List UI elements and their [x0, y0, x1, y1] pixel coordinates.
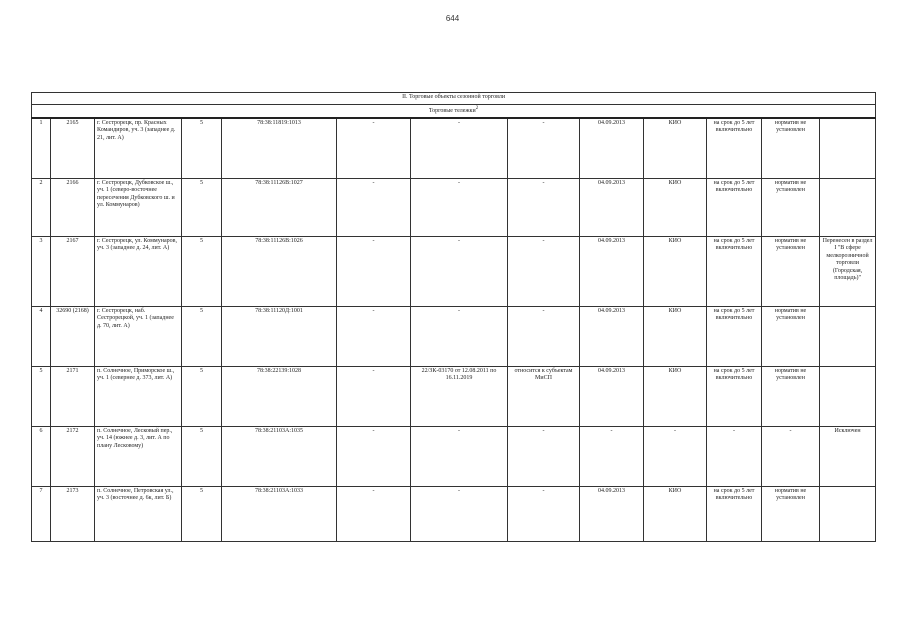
object-type: 5 [182, 178, 222, 236]
table-row [32, 366, 876, 426]
note: Перенесен в раздел I "В сфере мелкорозничной торговли (Городская, площадь)" [820, 236, 876, 306]
cadastral-number: 78:38:22139:1028 [222, 366, 337, 426]
cadastral-number: 78:38:11819:1013 [222, 118, 337, 179]
norm: норматив не установлен [762, 118, 820, 179]
contract-info: - [411, 426, 508, 486]
section-title: II. Торговые объекты сезонной торговли [32, 93, 876, 105]
object-id: 2171 [51, 366, 95, 426]
note [820, 306, 876, 366]
term: на срок до 5 лет включительно [707, 366, 762, 426]
contract-info: - [411, 306, 508, 366]
object-id: 2173 [51, 486, 95, 541]
col-5: - [337, 236, 411, 306]
table-row [32, 426, 876, 486]
table-row [32, 486, 876, 541]
inclusion-date: 04.09.2013 [580, 486, 644, 541]
col-5: - [337, 366, 411, 426]
col-5: - [337, 178, 411, 236]
norm: норматив не установлен [762, 236, 820, 306]
term: на срок до 5 лет включительно [707, 118, 762, 179]
authority: КИО [644, 236, 707, 306]
table-row [32, 178, 876, 236]
norm: норматив не установлен [762, 366, 820, 426]
object-type: 5 [182, 118, 222, 179]
col-5: - [337, 486, 411, 541]
object-id: 32690 (2168) [51, 306, 95, 366]
authority: КИО [644, 306, 707, 366]
object-address: п. Солнечное, Петровская ул., уч. 3 (восточнее д. 6к, лит. Б) [95, 486, 182, 541]
norm: норматив не установлен [762, 486, 820, 541]
note [820, 366, 876, 426]
object-type: 5 [182, 236, 222, 306]
object-address: г. Сестрорецк, ул. Коммунаров, уч. 3 (западнее д. 24, лит. А) [95, 236, 182, 306]
authority: КИО [644, 178, 707, 236]
row-number: 3 [32, 236, 51, 306]
smb-info: - [508, 118, 580, 179]
note [820, 178, 876, 236]
object-address: п. Солнечное, Лесковый пер., уч. 14 (южнее д. 3, лит. А по плану Лесковому) [95, 426, 182, 486]
smb-info: - [508, 178, 580, 236]
object-type: 5 [182, 486, 222, 541]
term: на срок до 5 лет включительно [707, 486, 762, 541]
row-number: 5 [32, 366, 51, 426]
note [820, 486, 876, 541]
cadastral-number: 78:38:21103А:1035 [222, 426, 337, 486]
row-number: 4 [32, 306, 51, 366]
term: на срок до 5 лет включительно [707, 178, 762, 236]
col-5: - [337, 306, 411, 366]
smb-info: - [508, 306, 580, 366]
authority: КИО [644, 366, 707, 426]
smb-info: - [508, 236, 580, 306]
note [820, 118, 876, 179]
authority: - [644, 426, 707, 486]
subsection-title: Торговые тележки [428, 108, 476, 114]
inclusion-date: - [580, 426, 644, 486]
object-address: г. Сестрорецк, пр. Красных Командиров, уч. 3 (западнее д. 21, лит. А) [95, 118, 182, 179]
object-id: 2167 [51, 236, 95, 306]
smb-info: относится к субъектам МиСП [508, 366, 580, 426]
table-row [32, 118, 876, 179]
row-number: 2 [32, 178, 51, 236]
inclusion-date: 04.09.2013 [580, 118, 644, 179]
object-address: п. Солнечное, Приморское ш., уч. 1 (севернее д. 373, лит. А) [95, 366, 182, 426]
cadastral-number: 78:38:11126В:1026 [222, 236, 337, 306]
term: - [707, 426, 762, 486]
norm: норматив не установлен [762, 178, 820, 236]
row-number: 7 [32, 486, 51, 541]
inclusion-date: 04.09.2013 [580, 178, 644, 236]
table-row [32, 306, 876, 366]
object-address: г. Сестрорецк, Дубковское ш., уч. 1 (северо-восточнее пересечения Дубковского ш. и ул. Коммунаров) [95, 178, 182, 236]
contract-info: - [411, 486, 508, 541]
norm: норматив не установлен [762, 306, 820, 366]
cadastral-number: 78:38:11120Д:1001 [222, 306, 337, 366]
row-number: 6 [32, 426, 51, 486]
term: на срок до 5 лет включительно [707, 236, 762, 306]
contract-info: - [411, 236, 508, 306]
subsection-title-cell [32, 105, 876, 118]
object-id: 2165 [51, 118, 95, 179]
contract-info: - [411, 178, 508, 236]
contract-info: - [411, 118, 508, 179]
object-type: 5 [182, 306, 222, 366]
contract-info: 22/ЗК-03170 от 12.08.2011 по 16.11.2019 [411, 366, 508, 426]
term: на срок до 5 лет включительно [707, 306, 762, 366]
authority: КИО [644, 486, 707, 541]
section-header-row [32, 93, 876, 105]
subsection-footnote-mark: 2 [475, 106, 479, 111]
col-5: - [337, 118, 411, 179]
smb-info: - [508, 486, 580, 541]
object-address: г. Сестрорецк, наб. Сестрорецкой, уч. 1 (западнее д. 70, лит. А) [95, 306, 182, 366]
inclusion-date: 04.09.2013 [580, 236, 644, 306]
table-row [32, 236, 876, 306]
inclusion-date: 04.09.2013 [580, 306, 644, 366]
subsection-header-row [32, 105, 876, 118]
registry-table [31, 92, 876, 542]
object-type: 5 [182, 366, 222, 426]
row-number: 1 [32, 118, 51, 179]
object-type: 5 [182, 426, 222, 486]
page-number: 644 [445, 14, 460, 23]
inclusion-date: 04.09.2013 [580, 366, 644, 426]
cadastral-number: 78:38:21103А:1033 [222, 486, 337, 541]
object-id: 2172 [51, 426, 95, 486]
authority: КИО [644, 118, 707, 179]
note: Исключен [820, 426, 876, 486]
norm: - [762, 426, 820, 486]
col-5: - [337, 426, 411, 486]
object-id: 2166 [51, 178, 95, 236]
cadastral-number: 78:38:11126В:1027 [222, 178, 337, 236]
smb-info: - [508, 426, 580, 486]
